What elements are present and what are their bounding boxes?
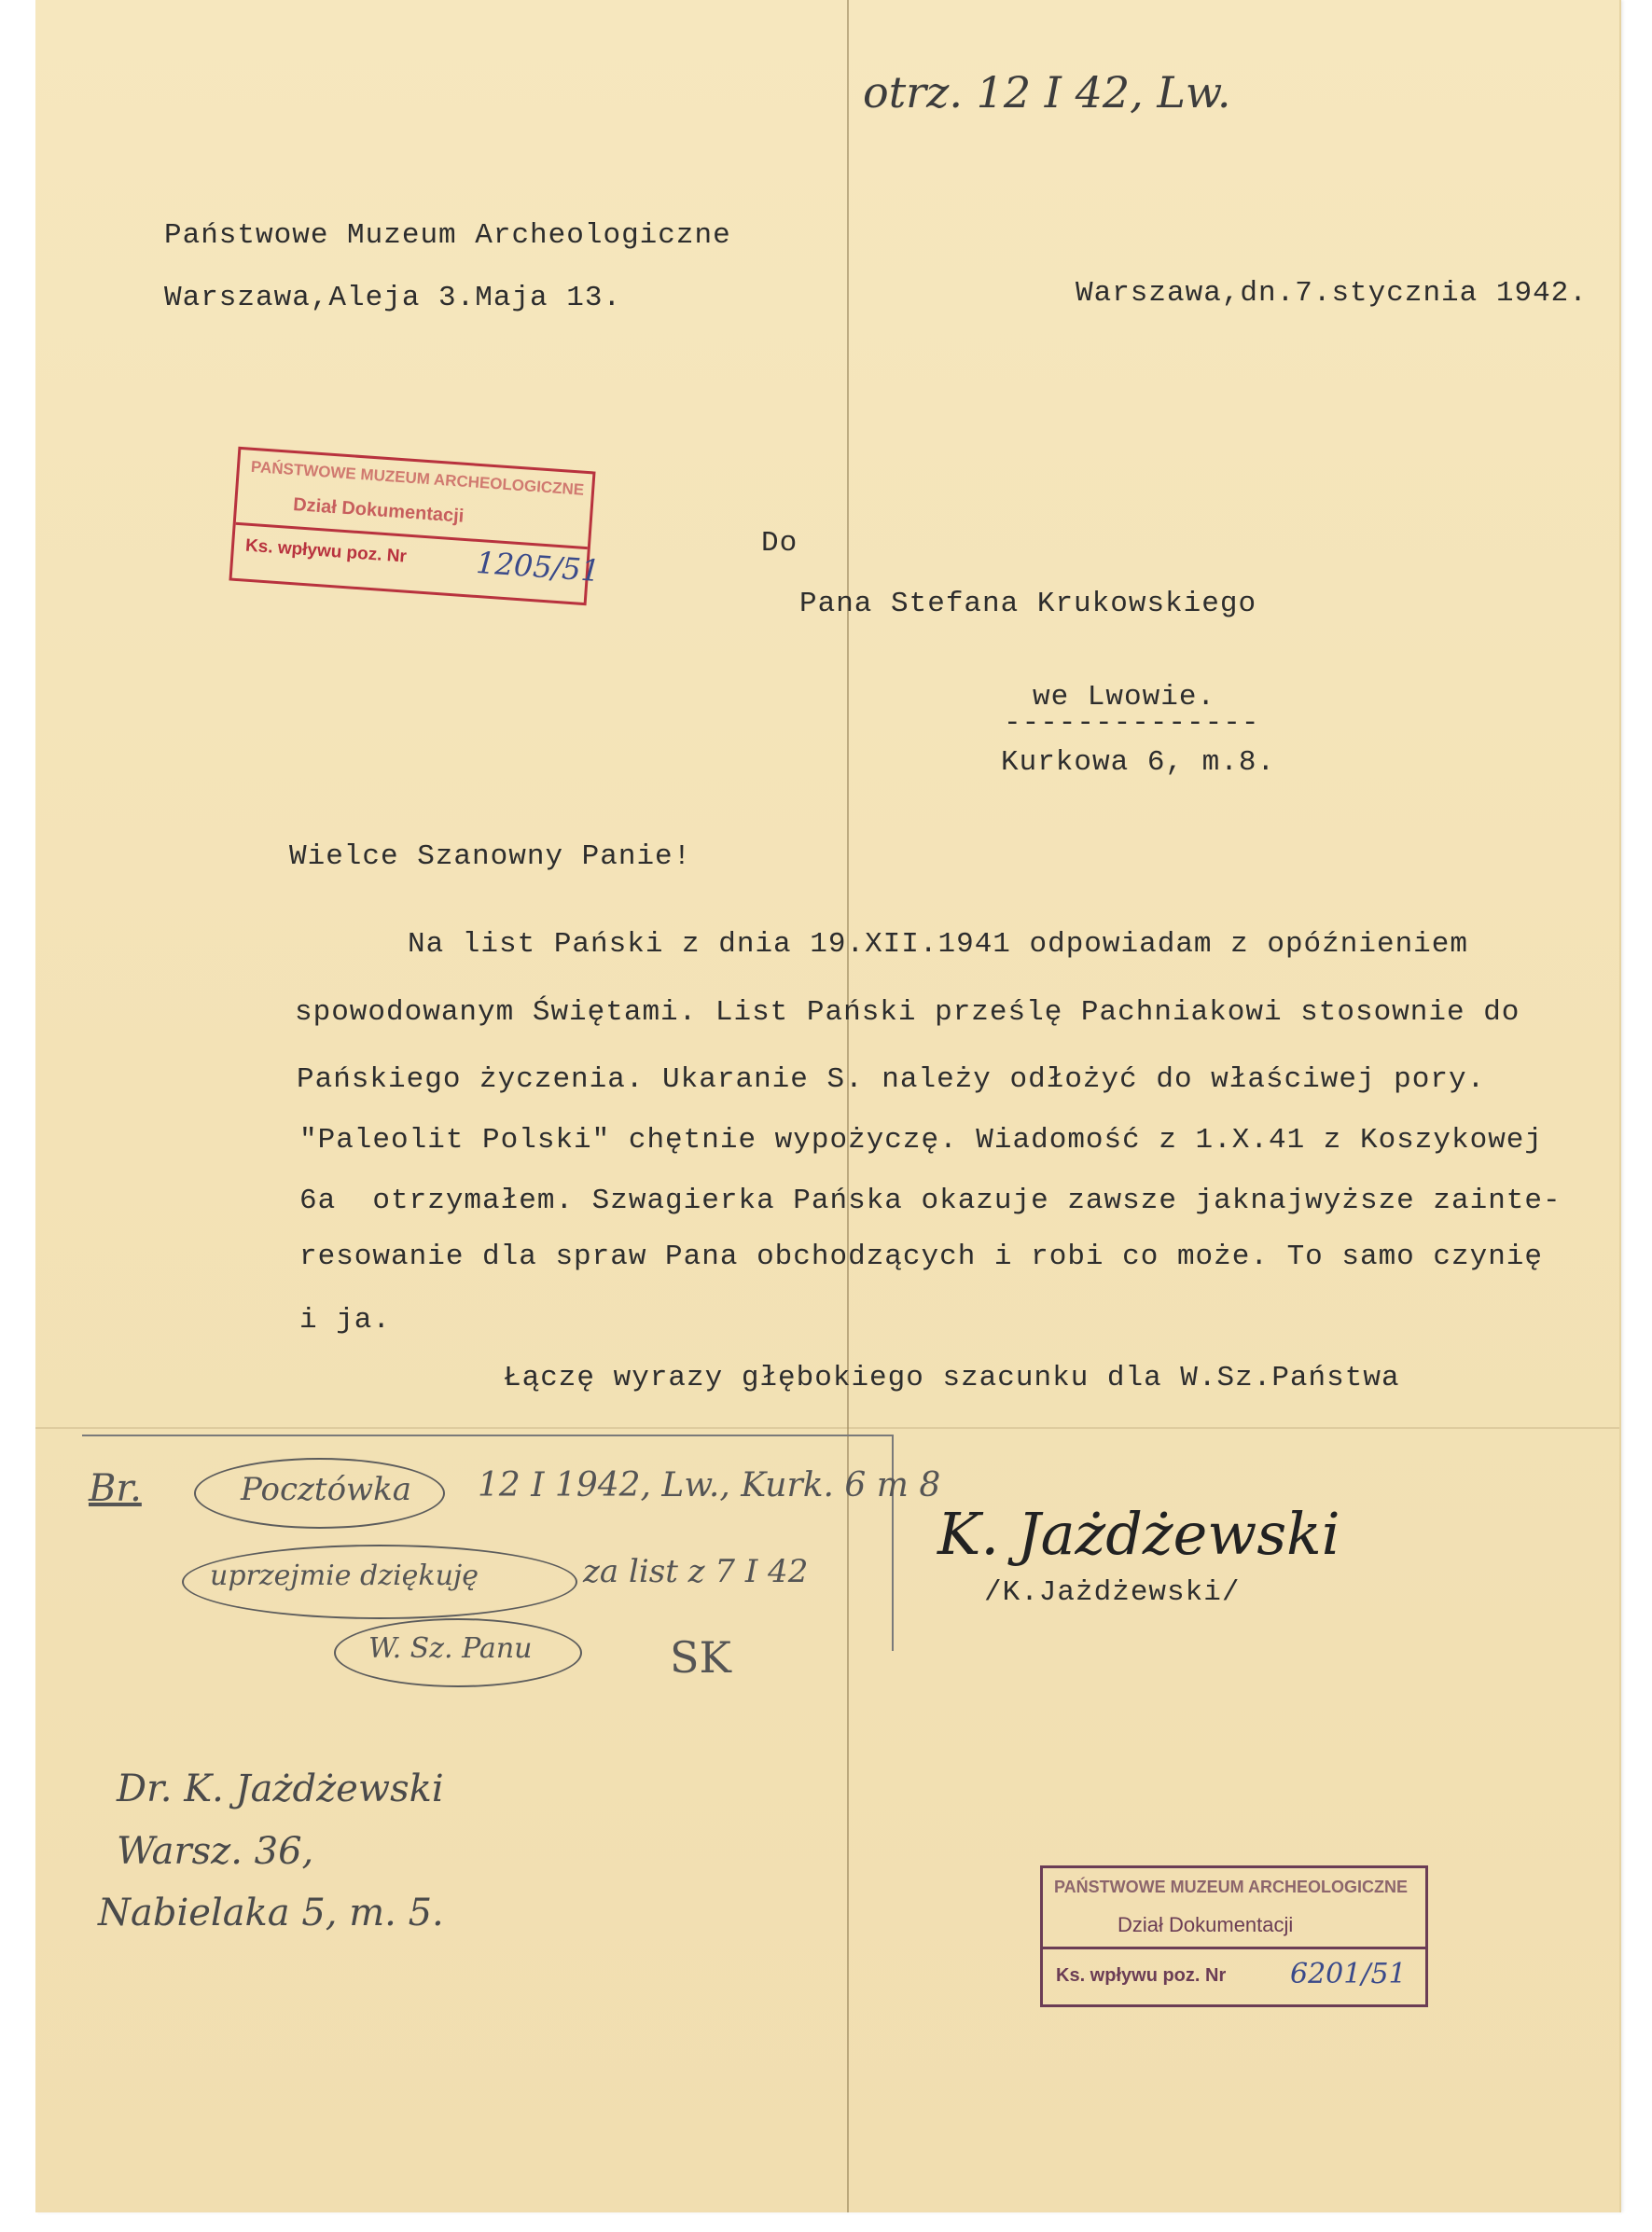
pencil-initials: SK <box>670 1632 731 1683</box>
receipt-note: otrz. 12 I 42, Lw. <box>863 67 1231 118</box>
body-line: Na list Pański z dnia 19.XII.1941 odpowiadam z opóźnieniem <box>408 928 1468 961</box>
body-line: 6a otrzymałem. Szwagierka Pańska okazuje zawsze jaknajwyższe zainte- <box>299 1185 1562 1217</box>
sender-address: Warszawa,Aleja 3.Maja 13. <box>164 282 622 314</box>
violet-stamp-department: Dział Dokumentacji <box>1118 1913 1294 1936</box>
red-registry-stamp <box>229 447 602 605</box>
closing: Łączę wyrazy głębokiego szacunku dla W.Sz.Państwa <box>504 1362 1400 1394</box>
letter-date: Warszawa,dn.7.stycznia 1942. <box>1076 277 1588 310</box>
recipient-address: Kurkowa 6, m.8. <box>1001 746 1276 779</box>
pencil-line1-rest: 12 I 1942, Lw., Kurk. 6 m 8 <box>478 1466 941 1504</box>
horizontal-fold-line <box>35 1427 1619 1429</box>
violet-registry-stamp <box>1040 1865 1428 2007</box>
address-note-line: Dr. K. Jażdżewski <box>117 1768 444 1810</box>
violet-stamp-label: Ks. wpływu poz. Nr <box>1056 1965 1227 1986</box>
body-line: "Paleolit Polski" chętnie wypożyczę. Wiadomość z 1.X.41 z Koszykowej <box>299 1124 1544 1157</box>
pencil-pocztowka: Pocztówka <box>241 1471 412 1508</box>
recipient-prefix: Do <box>761 527 798 560</box>
recipient-underline: -------------- <box>1004 707 1260 740</box>
violet-stamp-number: 6201/51 <box>1290 1958 1407 1990</box>
body-line: resowanie dla spraw Pana obchodzących i robi co może. To samo czynię <box>299 1241 1544 1273</box>
typed-signature: /K.Jażdżewski/ <box>984 1576 1241 1609</box>
pencil-br: Br. <box>89 1467 142 1510</box>
body-line: Pańskiego życzenia. Ukaranie S. należy odłożyć do właściwej pory. <box>297 1063 1486 1096</box>
pencil-uprzejmie: uprzejmie dziękuję <box>210 1560 479 1592</box>
address-note-line: Nabielaka 5, m. 5. <box>98 1892 444 1934</box>
address-note-line: Warsz. 36, <box>117 1830 314 1873</box>
vertical-fold-line <box>847 0 849 2212</box>
pencil-line2-rest: za list z 7 I 42 <box>583 1553 809 1590</box>
recipient-city: we Lwowie. <box>1033 681 1216 714</box>
body-line: i ja. <box>299 1304 392 1337</box>
recipient-name: Pana Stefana Krukowskiego <box>799 588 1257 620</box>
body-line: spowodowanym Świętami. List Pański prześlę Pachniakowi stosownie do <box>295 996 1520 1029</box>
red-stamp-department: Dział Dokumentacji <box>292 494 465 527</box>
handwritten-signature: K. Jażdżewski <box>937 1500 1340 1568</box>
red-stamp-number: 1205/51 <box>475 544 602 589</box>
red-stamp-label: Ks. wpływu poz. Nr <box>244 535 408 567</box>
red-stamp-museum: PAŃSTWOWE MUZEUM ARCHEOLOGICZNE <box>250 457 585 499</box>
salutation: Wielce Szanowny Panie! <box>289 840 692 873</box>
sender-name: Państwowe Muzeum Archeologiczne <box>164 219 731 252</box>
violet-stamp-museum: PAŃSTWOWE MUZEUM ARCHEOLOGICZNE <box>1054 1878 1408 1896</box>
pencil-wsz-panu: W. Sz. Panu <box>368 1632 533 1665</box>
